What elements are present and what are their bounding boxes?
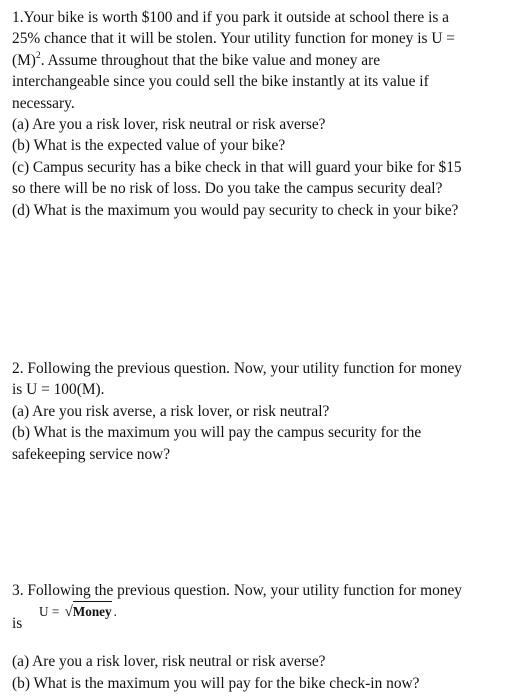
question-1	[12, 7, 518, 221]
q2-line-1: 2. Following the previous question. Now, your utility function for money	[12, 360, 462, 377]
q1-line-5: necessary.	[12, 94, 75, 112]
q3-is-word: is	[12, 615, 23, 633]
q1-line-2: 25% chance that it will be stolen. Your utility function for money is U =	[12, 30, 455, 48]
q2-part-b: (b) What is the maximum you will pay the campus security for the	[12, 424, 422, 442]
q1-part-b: (b) What is the expected value of your bike?	[12, 137, 286, 155]
question-3	[12, 580, 518, 694]
q2-part-b-cont: safekeeping service now?	[12, 445, 171, 463]
q1-part-c-cont: so there will be no risk of loss. Do you take the campus security deal?	[12, 180, 443, 198]
q3-line-1: 3. Following the previous question. Now, your utility function for money	[12, 582, 462, 599]
formula-period: .	[113, 604, 117, 620]
utility-formula	[39, 601, 117, 621]
formula-radicand: Money	[73, 601, 112, 621]
utility-expression: $(M)^2$.	[12, 50, 45, 69]
q3-part-a: (a) Are you a risk lover, risk neutral or risk averse?	[12, 653, 326, 671]
q1-line-4: interchangeable since you could sell the bike instantly at its value if	[12, 73, 429, 91]
q1-part-a: (a) Are you a risk lover, risk neutral or risk averse?	[12, 116, 326, 134]
q1-line-3: $(M)^2$. Assume throughout that the bike value and money are	[12, 50, 381, 69]
q2-part-a: (a) Are you risk averse, a risk lover, or risk neutral?	[12, 402, 330, 420]
square-root-icon: √	[64, 604, 73, 621]
formula-lhs: U =	[39, 604, 60, 620]
q1-line-1: 1.Your bike is worth $100 and if you park it outside at school there is a	[12, 9, 450, 26]
q1-part-d: (d) What is the maximum you would pay security to check in your bike?	[12, 201, 459, 219]
q1-part-c: (c) Campus security has a bike check in that will guard your bike for $15	[12, 158, 462, 176]
q2-line-2: is U = 100(M).	[12, 381, 105, 399]
question-2	[12, 358, 518, 465]
q3-part-b: (b) What is the maximum you will pay for the bike check-in now?	[12, 674, 420, 692]
q3-formula-line	[12, 601, 518, 631]
